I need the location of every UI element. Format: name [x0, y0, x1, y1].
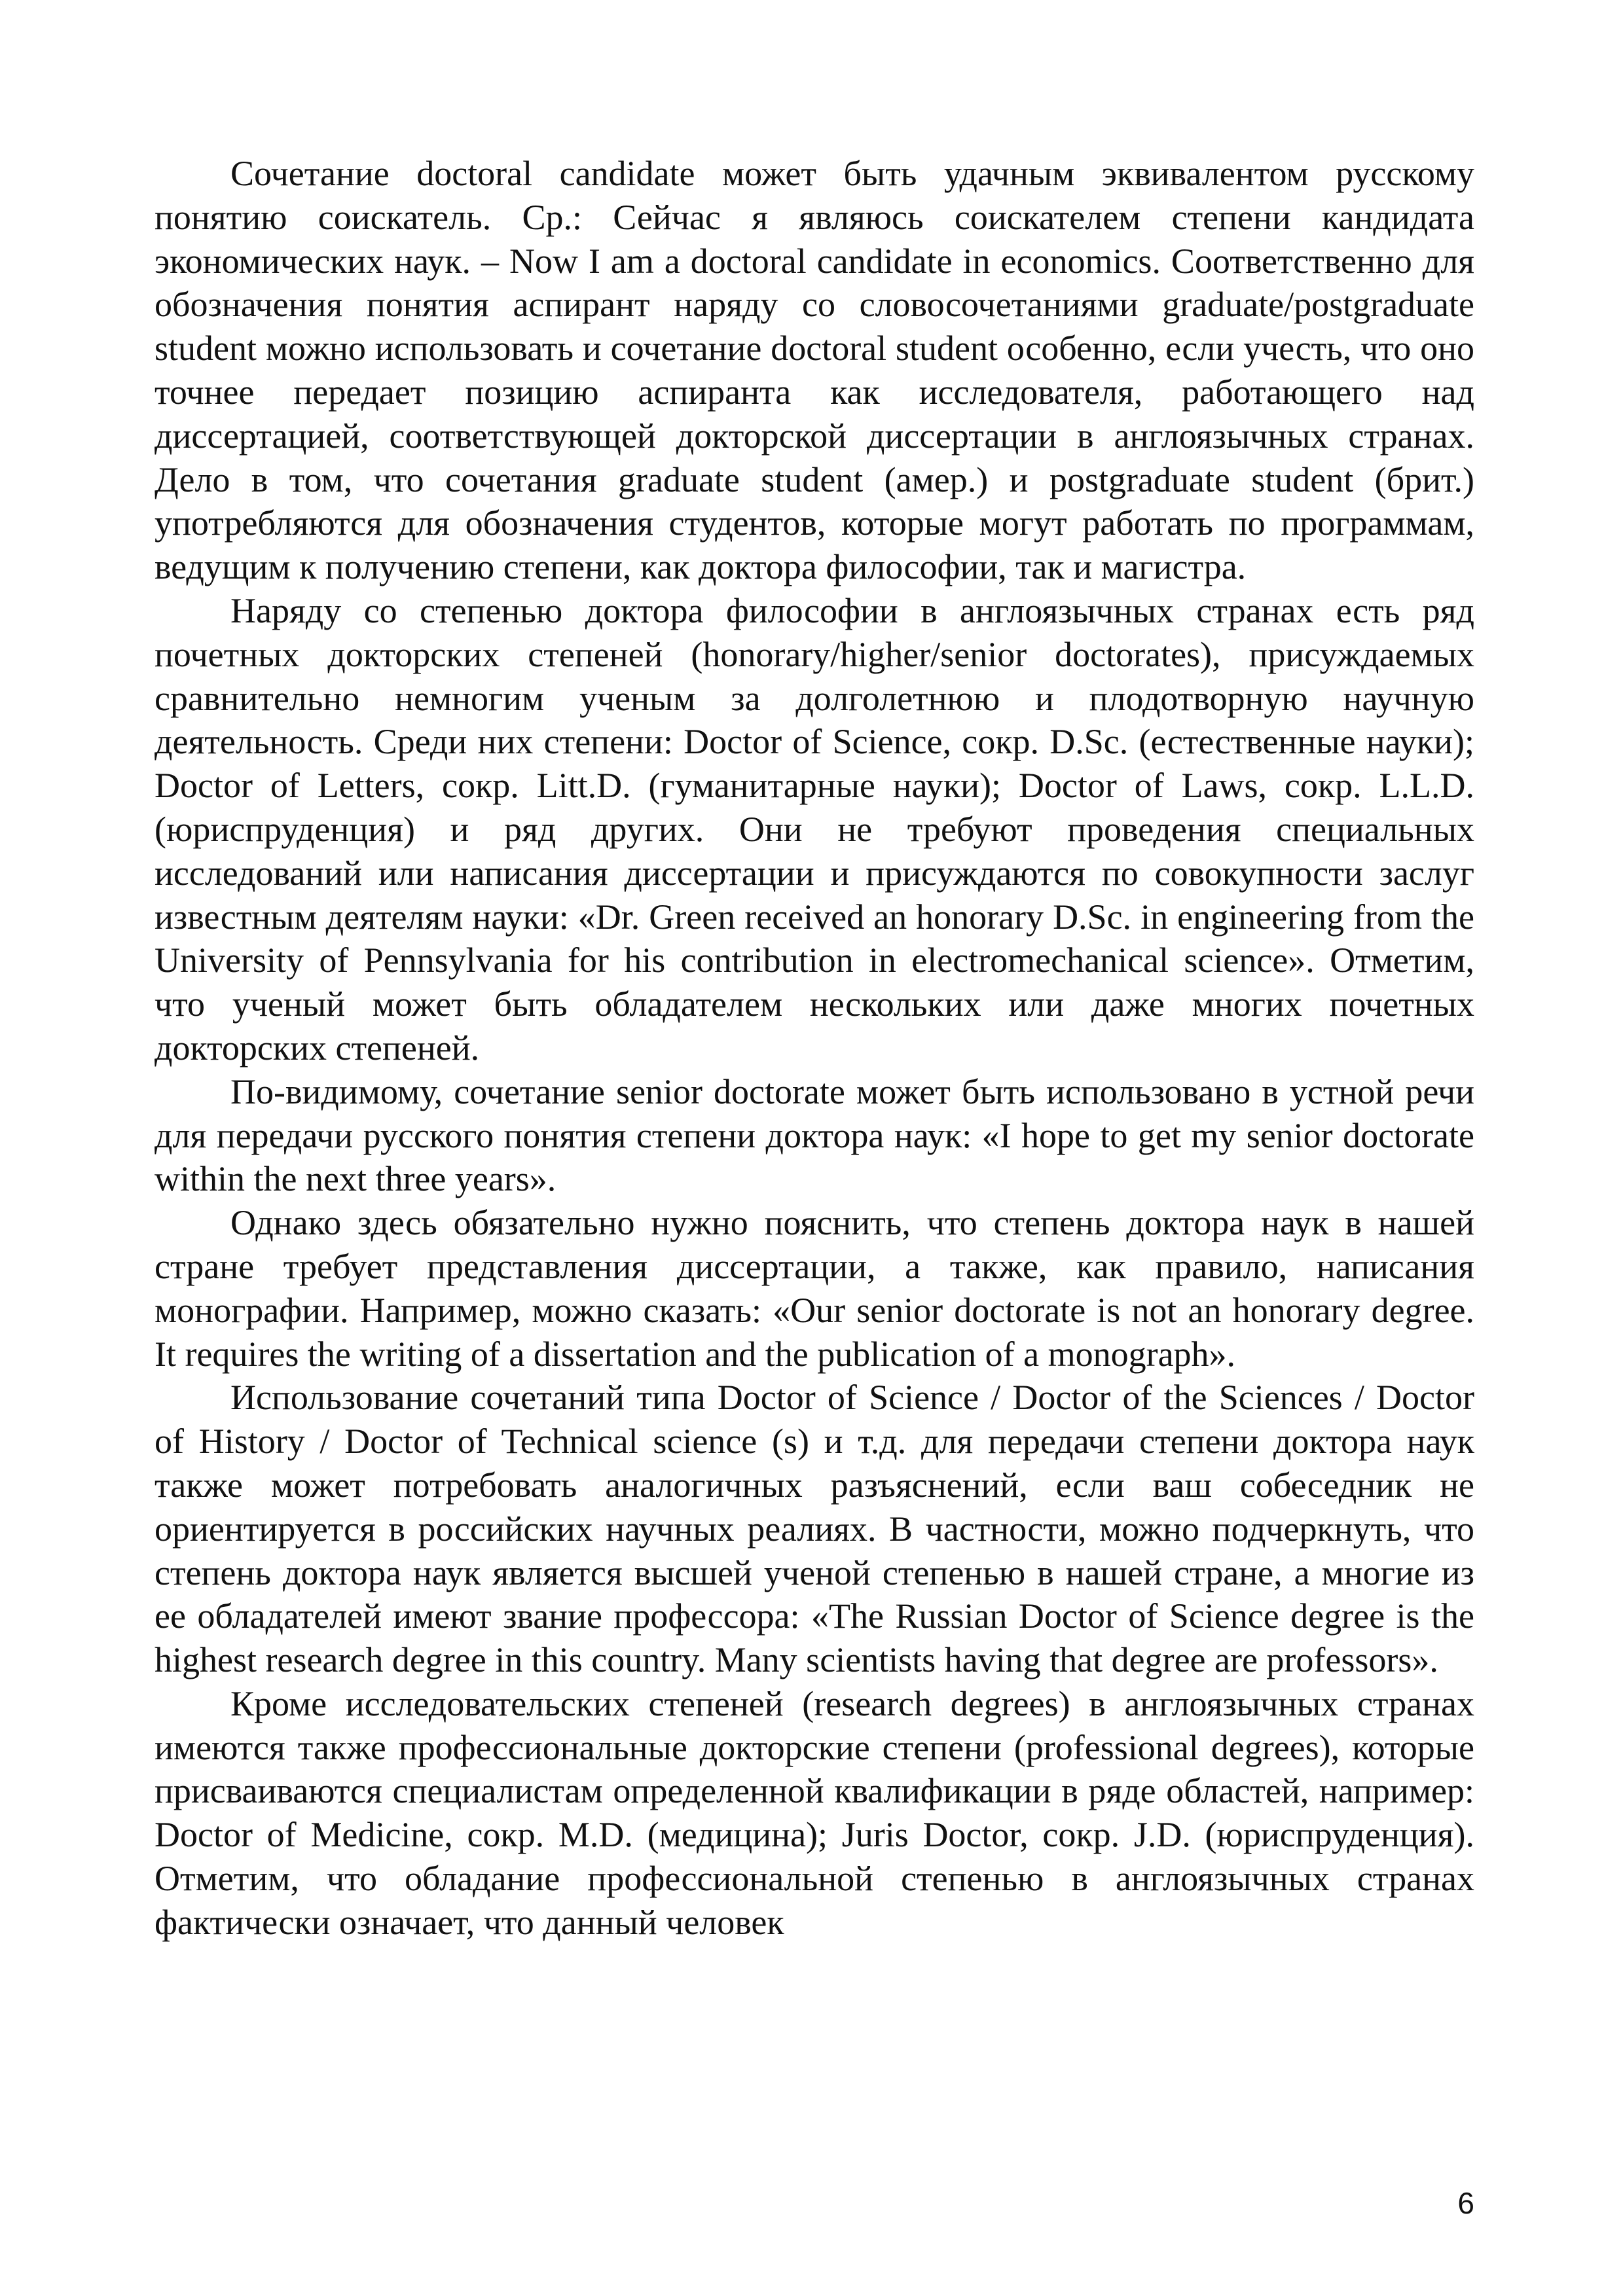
paragraph-honorary-doctorates: Наряду со степенью доктора философии в англоязычных странах есть ряд почетных докторских степеней (honorary/higher/senior doctorates), присуждаемых сравнительно немногим ученым за долголетнюю и плодотворную научную деятельность. Среди них степени: Doctor of Science, сокр. D.Sc. (естественные науки); Doctor of Letters, сокр. Litt.D. (гуманитарные науки); Doctor of Laws, сокр. L.L.D. (юриспруденция) и ряд других. Они не требуют проведения специальных исследований или написания диссертации и присуждаются по совокупности заслуг известным деятелям науки: «Dr. Green received an honorary D.Sc. in engineering from the University of Pennsylvania for his contribution in electromechanical science». Отметим, что ученый может быть обладателем нескольких или даже многих почетных докторских степеней.: [155, 590, 1474, 1067]
paragraph-dissertation-requirement: Однако здесь обязательно нужно пояснить, что степень доктора наук в нашей стране требует представления диссертации, а также, как правило, написания монографии. Например, можно сказать: «Our senior doctorate is not an honorary degree. It requires the writing of a dissertation and the publication of a monograph».: [155, 1203, 1474, 1374]
paragraph-doctoral-candidate: Сочетание doctoral candidate может быть удачным эквивалентом русскому понятию соискатель. Ср.: Сейчас я являюсь соискателем степени кандидата экономических наук. – Now I am a doctoral candidate in economics. Соответственно для обозначения понятия аспирант наряду со словосочетаниями graduate/postgraduate student можно использовать и сочетание doctoral student особенно, если учесть, что оно точнее передает позицию аспиранта как исследователя, работающего над диссертацией, соответствующей докторской диссертации в англоязычных странах. Дело в том, что сочетания graduate student (амер.) и postgraduate student (брит.) употребляются для обозначения студентов, которые могут работать по программам, ведущим к получению степени, как доктора философии, так и магистра.: [155, 154, 1474, 587]
body-text: [155, 152, 1474, 1945]
paragraph-senior-doctorate: По-видимому, сочетание senior doctorate может быть использовано в устной речи для передачи русского понятия степени доктора наук: «I hope to get my senior doctorate within the next three years».: [155, 1071, 1474, 1199]
page-number: 6: [1457, 2186, 1474, 2220]
paragraph-doctor-of-science-usage: Использование сочетаний типа Doctor of Science / Doctor of the Sciences / Doctor of History / Doctor of Technical science (s) и т.д. для передачи степени доктора наук также может потребовать аналогичных разъяснений, если ваш собеседник не ориентируется в российских научных реалиях. В частности, можно подчеркнуть, что степень доктора наук является высшей ученой степенью в нашей стране, а многие из ее обладателей имеют звание профессора: «The Russian Doctor of Science degree is the highest research degree in this country. Many scientists having that degree are professors».: [155, 1378, 1474, 1680]
paragraph-professional-degrees: Кроме исследовательских степеней (research degrees) в англоязычных странах имеются также профессиональные докторские степени (professional degrees), которые присваиваются специалистам определенной квалификации в ряде областей, например: Doctor of Medicine, сокр. M.D. (медицина); Juris Doctor, сокр. J.D. (юриспруденция). Отметим, что обладание профессиональной степенью в англоязычных странах фактически означает, что данный человек: [155, 1683, 1474, 1942]
